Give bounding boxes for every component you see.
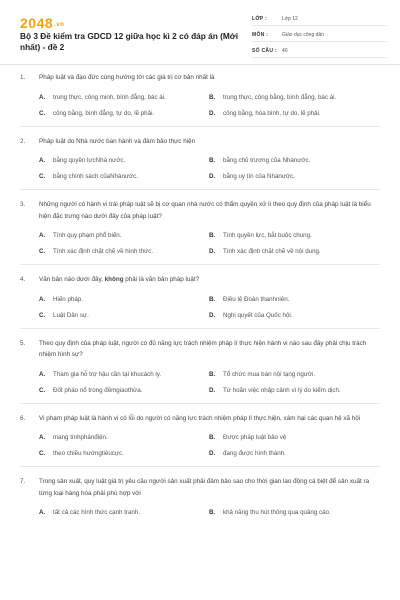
option-a[interactable]: A. Tính quy phạm phổ biến.	[39, 232, 122, 239]
option-a[interactable]: A. Tham gia hỗ trợ hậu cần tại khucách ly.	[39, 370, 162, 378]
question-4	[0, 274, 400, 325]
question-stem: Pháp luật do Nhà nước ban hành và đảm bảo thực hiện	[39, 137, 196, 145]
option-b[interactable]: B. khả năng thu hút thông qua quảng cáo.	[209, 509, 331, 516]
divider	[20, 403, 380, 404]
option-c[interactable]: C. Đốt pháo nổ trong đêmgiaothừa.	[39, 386, 143, 394]
option-b[interactable]: B. Được pháp luật bảo vệ	[209, 434, 287, 441]
meta-question-count: SỐ CÂU : 40	[252, 45, 387, 58]
question-number: 6.	[20, 414, 26, 422]
question-number: 4.	[20, 276, 26, 283]
question-stem: Những người có hành vi trái pháp luật sẽ bị cơ quan nhà nước có thẩm quyền xử lí theo quy định của pháp luật là biểu hiện đặc trưng nào dưới đây của pháp luật?	[39, 201, 371, 220]
question-stem: Theo quy định của pháp luật, người có đủ năng lực trách nhiệm pháp lí thực hiện hành vi nào sau đây phải chịu trách nhiệm hình sự?	[39, 339, 367, 358]
option-a[interactable]: A. tất cả các hình thức cạnh tranh.	[39, 509, 141, 516]
option-c[interactable]: C. bằng chính sách củaNhànước.	[39, 173, 138, 180]
option-d[interactable]: D. bằng uy tín của Nhànước.	[209, 173, 295, 180]
option-d[interactable]: D. đang được hình thành.	[209, 450, 286, 457]
site-logo[interactable]: 2048.vn	[20, 15, 65, 31]
option-b[interactable]: B. bằng chủ trương của Nhànước.	[209, 157, 311, 164]
divider	[20, 328, 380, 329]
question-3	[0, 199, 400, 261]
divider	[20, 189, 380, 190]
question-stem: Pháp luật và đạo đức cùng hướng tới các giá trị cơ bản nhất là	[39, 74, 215, 81]
option-a[interactable]: A. Hiến pháp.	[39, 295, 83, 303]
question-5	[0, 338, 400, 400]
page-header	[0, 0, 400, 65]
option-a[interactable]: A. bằng quyền lựcNhà nước.	[39, 157, 126, 164]
option-d[interactable]: D. Nghị quyết của Quốc hội.	[209, 311, 293, 319]
question-stem: Văn bản nào dưới đây, không phải là văn bản pháp luật?	[39, 276, 200, 283]
emphasis-text: không	[104, 276, 124, 283]
option-a[interactable]: A. trung thực, công minh, bình đẳng, bác ái.	[39, 93, 166, 101]
page-title: Bộ 3 Đề kiểm tra GDCD 12 giữa học kì 2 có đáp án (Mới nhất) - đề 2	[20, 31, 238, 52]
question-1	[0, 72, 400, 123]
question-number: 1.	[20, 74, 26, 81]
option-d[interactable]: D. Tính xác định chặt chẽ về nội dung.	[209, 248, 321, 255]
exam-meta	[252, 13, 387, 61]
option-b[interactable]: B. Tổ chức mua bán nội tạng người.	[209, 370, 316, 378]
question-stem: Trong sản xuất, quy luật giá trị yêu cầu người sản xuất phải đảm bảo sao cho thời gian lao động cá biệt để sản xuất ra từng loại hàng hóa phải phù hợp với	[39, 478, 370, 497]
question-number: 7.	[20, 478, 26, 485]
option-c[interactable]: C. theo chiều hướngtiêucực.	[39, 450, 124, 457]
question-2	[0, 136, 400, 187]
option-c[interactable]: C. công bằng, bình đẳng, tự do, lẽ phải.	[39, 109, 155, 117]
question-number: 2.	[20, 137, 26, 145]
option-a[interactable]: A. mang tínhphánđiện.	[39, 434, 108, 441]
option-b[interactable]: B. Điều lệ Đoàn thanhniên.	[209, 295, 290, 303]
meta-class: LỚP : Lớp 12	[252, 13, 387, 26]
option-d[interactable]: D. công bằng, hòa bình, tự do, lẽ phải.	[209, 109, 321, 117]
question-stem: Vi phạm pháp luật là hành vi có lỗi do người có năng lực trách nhiệm pháp lí thực hiện, xâm hại các quan hệ xã hội	[39, 414, 361, 422]
question-number: 5.	[20, 339, 26, 347]
option-c[interactable]: C. Tính xác định chặt chẽ về hình thức.	[39, 248, 154, 255]
option-b[interactable]: B. trung thực, công bằng, bình đẳng, bác ái.	[209, 93, 337, 101]
question-7	[0, 476, 400, 522]
question-list	[0, 72, 400, 522]
option-d[interactable]: D. Từ hoãn việc nhập cảnh vì lý do kiểm dịch.	[209, 386, 341, 394]
divider	[20, 126, 380, 127]
option-b[interactable]: B. Tính quyền lực, bắt buộc chung.	[209, 232, 312, 239]
question-6	[0, 413, 400, 464]
question-number: 3.	[20, 201, 26, 208]
option-c[interactable]: C. Luật Dân sự.	[39, 311, 89, 319]
divider	[20, 264, 380, 265]
divider	[20, 466, 380, 467]
meta-subject: MÔN : Giáo dục công dân	[252, 29, 387, 42]
